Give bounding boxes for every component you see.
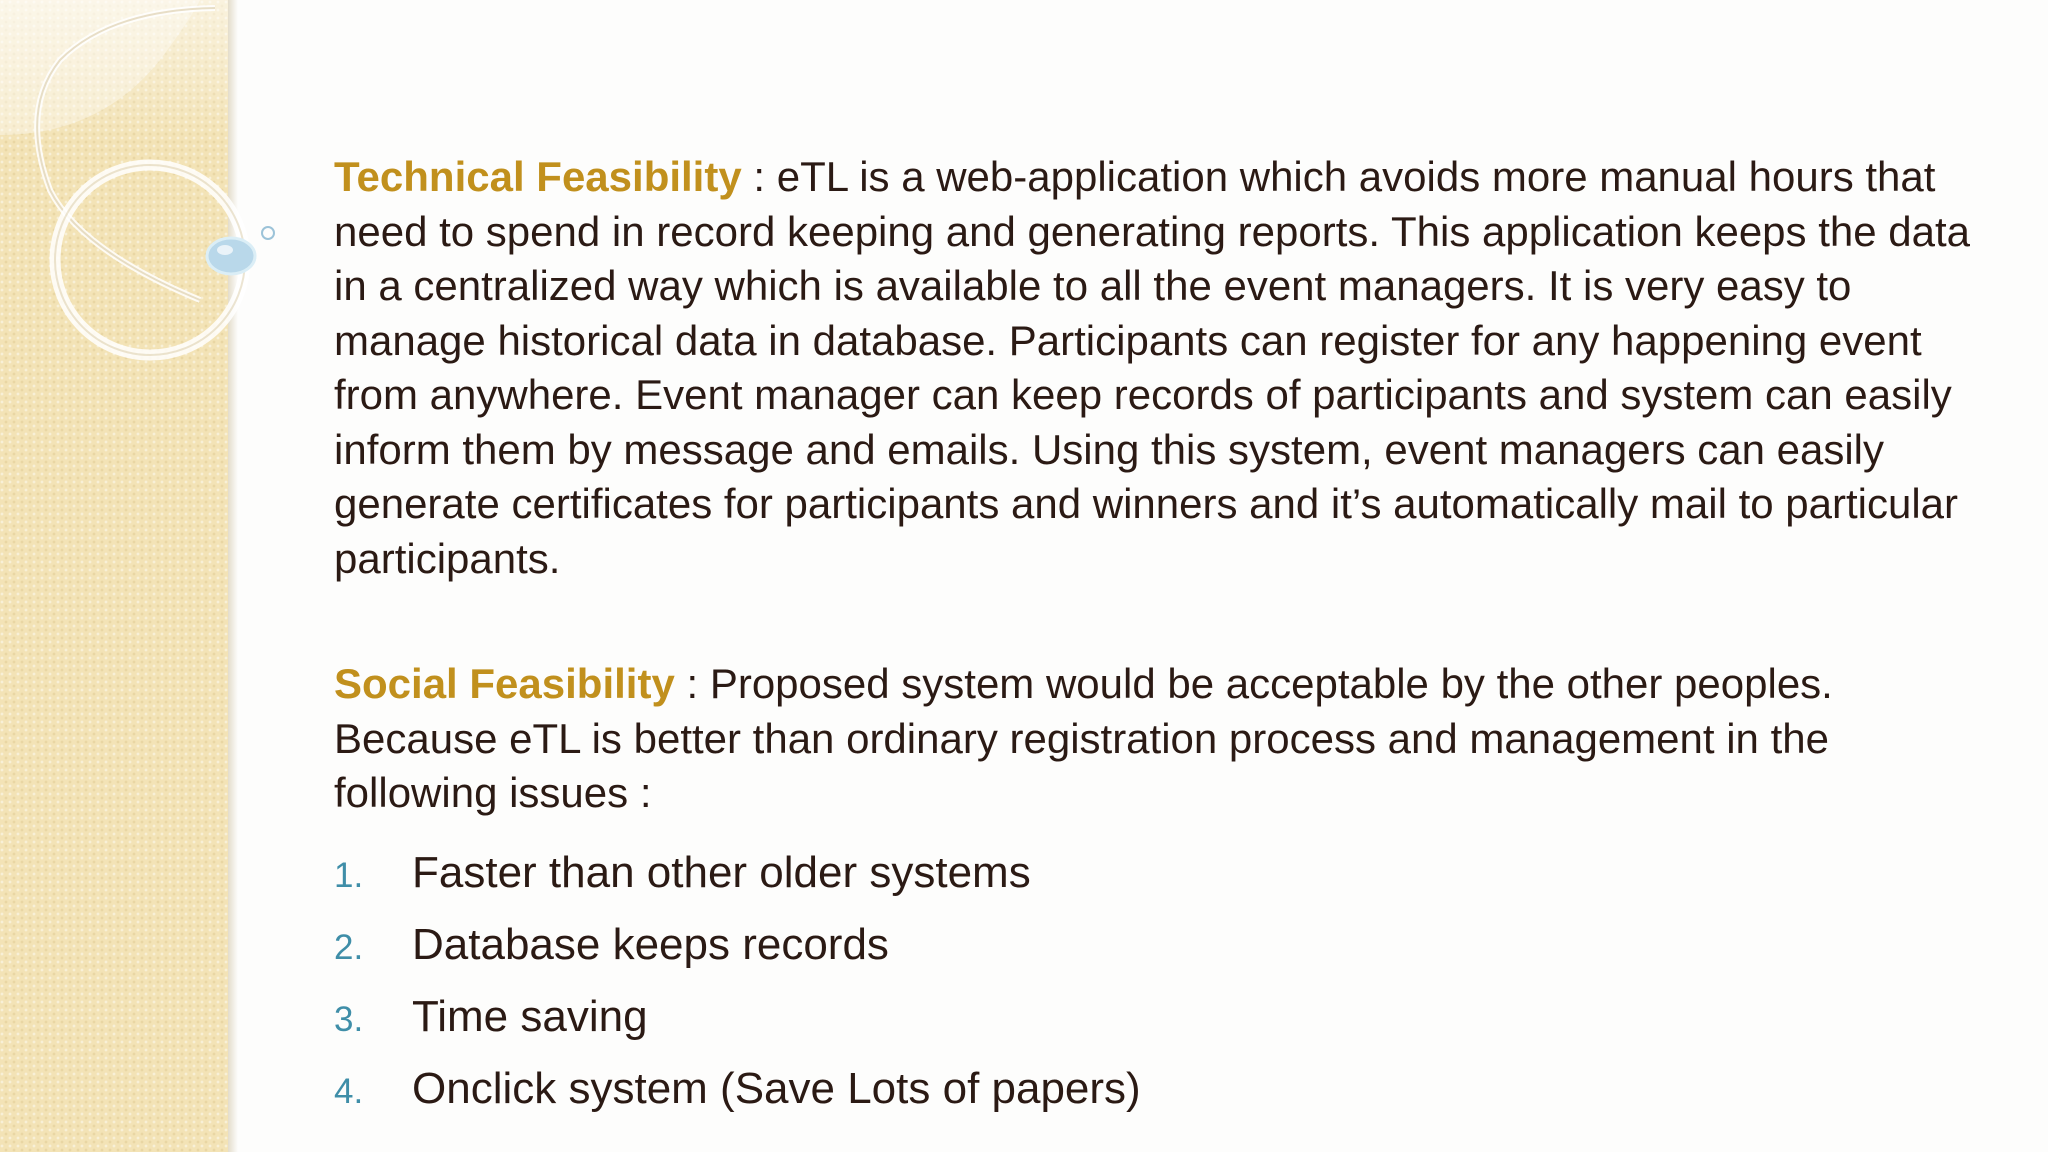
list-item-number: 4.: [334, 1071, 364, 1111]
list-item: [334, 981, 1984, 1053]
list-item-number: 1.: [334, 855, 364, 895]
technical-feasibility-text: : eTL is a web-application which avoids more manual hours that need to spend in record keeping and generating reports. This application keeps the data in a centralized way which is available to all the event managers. It is very easy to manage historical data in database. Participants can register for any happening event from anywhere. Event manager can keep records of participants and system can easily inform them by message and emails. Using this system, event managers can easily generate certificates for participants and winners and it’s automatically mail to particular participants.: [334, 153, 1971, 582]
social-feasibility-paragraph: [334, 657, 1984, 821]
blue-bubble-large: [207, 238, 255, 274]
list-item-text: Faster than other older systems: [412, 847, 1031, 897]
slide-content: [334, 150, 1984, 1125]
list-item: [334, 909, 1984, 981]
technical-feasibility-heading: Technical Feasibility: [334, 153, 742, 200]
social-feasibility-heading: Social Feasibility: [334, 660, 675, 707]
list-item-number: 2.: [334, 927, 364, 967]
list-item-text: Database keeps records: [412, 919, 889, 969]
list-item-number: 3.: [334, 999, 364, 1039]
social-feasibility-text: : Proposed system would be acceptable by the other peoples. Because eTL is better than ordinary registration process and management in the following issues :: [334, 660, 1833, 816]
top-light-shape: [0, 0, 200, 135]
decorative-rings: [0, 0, 320, 420]
list-item-text: Time saving: [412, 991, 648, 1041]
list-item: [334, 1053, 1984, 1125]
blue-bubble-small: [262, 227, 274, 239]
issues-list: [334, 837, 1984, 1125]
technical-feasibility-paragraph: [334, 150, 1984, 586]
list-item: [334, 837, 1984, 909]
list-item-text: Onclick system (Save Lots of papers): [412, 1063, 1141, 1113]
bubble-highlight: [217, 245, 233, 255]
